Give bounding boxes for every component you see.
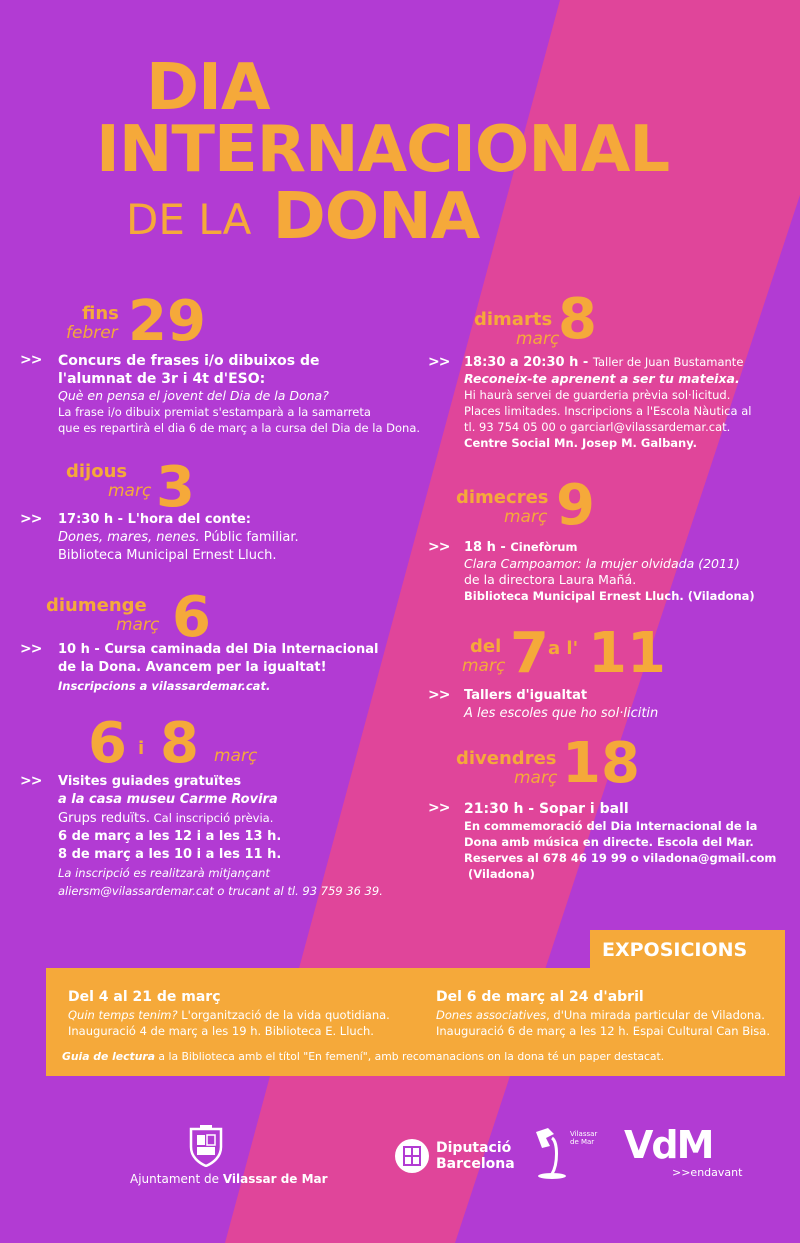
arrow-icon: >> [20, 641, 42, 657]
title-line-2: INTERNACIONAL [96, 113, 670, 187]
arrow-icon: >> [428, 800, 450, 816]
event-time: 18:30 a 20:30 h - [464, 355, 593, 370]
date-month: març [462, 656, 506, 676]
expo-info: Inauguració 6 de març a les 12 h. Espai Cultural Can Bisa. [436, 1024, 770, 1038]
event-line: que es repartirà el dia 6 de març a la cursa del Dia de la Dona. [58, 421, 421, 435]
ajuntament-prefix: Ajuntament de [130, 1172, 223, 1186]
vilassar-label [570, 1130, 597, 1146]
expo-right [436, 987, 770, 1039]
date-word: dimecres [456, 487, 549, 508]
event-taller-bustamante [428, 354, 751, 451]
date-number: 8 [558, 287, 597, 352]
expo-subtitle: L'organització de la vida quotidiana. [177, 1008, 390, 1022]
date-number-b: 11 [588, 621, 666, 686]
date-month: març [516, 329, 560, 349]
event-line: Places limitades. Inscripcions a l'Escola Nàutica al [464, 404, 752, 418]
event-concurs [20, 352, 420, 436]
event-cursa [20, 641, 378, 695]
expo-dates: Del 4 al 21 de març [68, 989, 221, 1005]
event-contact: tl. 93 754 05 00 o garciarl@vilassardemar.cat. [464, 420, 731, 434]
event-film: Clara Campoamor: la mujer olvidada (2011) [464, 556, 740, 571]
date-month: març [514, 768, 558, 788]
arrow-icon: >> [428, 539, 450, 555]
vilassar-label-line1: Vilassar [570, 1130, 598, 1138]
event-subtitle: Dones, mares, nenes. [58, 530, 200, 545]
event-session: 8 de març a les 10 i a les 11 h. [58, 847, 282, 862]
date-word: divendres [456, 748, 557, 769]
title-de-la: DE LA [126, 195, 252, 244]
arrow-icon: >> [20, 511, 42, 527]
event-time: 17:30 h - [58, 512, 128, 527]
arrow-icon: >> [428, 687, 450, 703]
event-title: L'hora del conte: [127, 512, 251, 527]
event-title: Cursa caminada del Dia Internacional [104, 642, 379, 657]
event-sopar-ball [428, 800, 776, 882]
event-title: Sopar i ball [538, 801, 629, 817]
expo-subtitle: , d'Una mirada particular de Viladona. [546, 1008, 765, 1022]
date-word: del [470, 636, 502, 657]
event-location: Biblioteca Municipal Ernest Lluch. [58, 548, 277, 563]
event-title: Cinefòrum [510, 540, 578, 554]
event-contact: Reserves al 678 46 19 99 o viladona@gmail.com [464, 851, 777, 865]
event-hora-conte [20, 511, 299, 565]
event-subtitle: a la casa museu Carme Rovira [58, 792, 278, 807]
title-line-3 [126, 180, 480, 254]
event-line: A les escoles que ho sol·licitin [464, 706, 659, 721]
exposicions-heading: EXPOSICIONS [602, 939, 748, 961]
date-word: dijous [66, 461, 128, 482]
event-visites [20, 773, 383, 900]
diputacio-label [436, 1140, 515, 1172]
date-conj: a l' [548, 638, 579, 659]
date-word: diumenge [46, 595, 147, 616]
event-session: 6 de març a les 12 i a les 13 h. [58, 829, 282, 844]
title-line-1: DIA [146, 51, 270, 125]
event-subtitle: Què en pensa el jovent del Dia de la Dona? [58, 388, 329, 403]
diputacio-seal-icon [394, 1138, 430, 1178]
event-link: Inscripcions a vilassardemar.cat. [58, 679, 271, 693]
event-location: Centre Social Mn. Josep M. Galbany. [464, 436, 698, 450]
event-title-2: l'alumnat de 3r i 4t d'ESO: [58, 371, 266, 387]
arrow-icon: >> [20, 773, 42, 789]
event-organizer: (Viladona) [468, 867, 535, 881]
event-line: Hi haurà servei de guarderia prèvia sol·licitud. [464, 388, 731, 402]
date-number: 9 [556, 473, 595, 538]
diputacio-line2: Barcelona [436, 1156, 515, 1172]
expo-info: Inauguració 4 de març a les 19 h. Biblioteca E. Lluch. [68, 1024, 374, 1038]
guia-text: a la Biblioteca amb el títol "En femení", amb recomanacions on la dona té un paper destacat. [155, 1050, 665, 1063]
event-tallers-igualtat [428, 687, 658, 723]
event-line: La inscripció es realitzarà mitjançant [58, 866, 270, 880]
event-line: Grups reduïts. [58, 811, 150, 826]
event-time: 10 h - [58, 642, 105, 657]
ajuntament-name: Vilassar de Mar [222, 1172, 328, 1186]
vilassar-label-line2: de Mar [570, 1138, 595, 1146]
coat-of-arms-icon [188, 1125, 224, 1171]
event-contact: aliersm@vilassardemar.cat o trucant al tl. 93 759 36 39. [58, 884, 383, 898]
arrow-icon: >> [428, 354, 450, 370]
guia-lectura [62, 1049, 664, 1065]
exposicions-heading-box [590, 930, 785, 968]
date-month: març [116, 615, 160, 635]
event-time: 21:30 h - [464, 801, 539, 817]
date-month: març [504, 507, 548, 527]
title-dona: DONA [272, 180, 480, 254]
date-number: 18 [562, 731, 640, 796]
event-location: Biblioteca Municipal Ernest Lluch. (Viladona) [464, 589, 755, 603]
event-line: Cal inscripció prèvia. [149, 811, 274, 825]
date-number-a: 6 [88, 711, 127, 776]
event-cineforum [428, 539, 755, 604]
guia-title: Guia de lectura [62, 1050, 155, 1063]
vdm-tagline: >>endavant [672, 1166, 743, 1179]
ajuntament-label [130, 1172, 328, 1186]
diputacio-line1: Diputació [436, 1140, 512, 1156]
date-word: fins [82, 303, 119, 324]
vdm-logo: VdM [624, 1123, 713, 1167]
event-line: La frase i/o dibuix premiat s'estamparà a la samarreta [58, 405, 371, 419]
date-word: dimarts [474, 309, 553, 330]
event-line: Públic familiar. [199, 530, 299, 545]
event-time: 18 h - [464, 540, 511, 555]
date-number: 6 [172, 585, 211, 650]
date-number-a: 7 [510, 621, 549, 686]
event-line: de la Dona. Avancem per la igualtat! [58, 660, 327, 675]
event-line: En commemoració del Dia Internacional de la [464, 819, 758, 833]
event-title: Tallers d'igualtat [464, 688, 588, 703]
expo-dates: Del 6 de març al 24 d'abril [436, 989, 644, 1005]
expo-title: Dones associatives [436, 1008, 547, 1022]
arrow-icon: >> [20, 352, 42, 368]
date-number-b: 8 [160, 711, 199, 776]
event-title: Concurs de frases i/o dibuixos de [58, 353, 320, 369]
date-month: febrer [66, 323, 118, 343]
event-title: Visites guiades gratuïtes [58, 774, 242, 789]
date-month: març [108, 481, 152, 501]
expo-left [68, 987, 390, 1039]
event-title: Taller de Juan Bustamante [592, 355, 744, 369]
event-line: Dona amb música en directe. Escola del Mar. [464, 835, 754, 849]
expo-title: Quin temps tenim? [68, 1008, 178, 1022]
date-conj: i [138, 738, 145, 759]
date-month: març [214, 746, 258, 766]
event-line: de la directora Laura Mañá. [464, 572, 637, 587]
date-number: 29 [128, 289, 206, 354]
date-number: 3 [156, 455, 195, 520]
event-subtitle: Reconeix-te aprenent a ser tu mateixa. [464, 371, 740, 386]
